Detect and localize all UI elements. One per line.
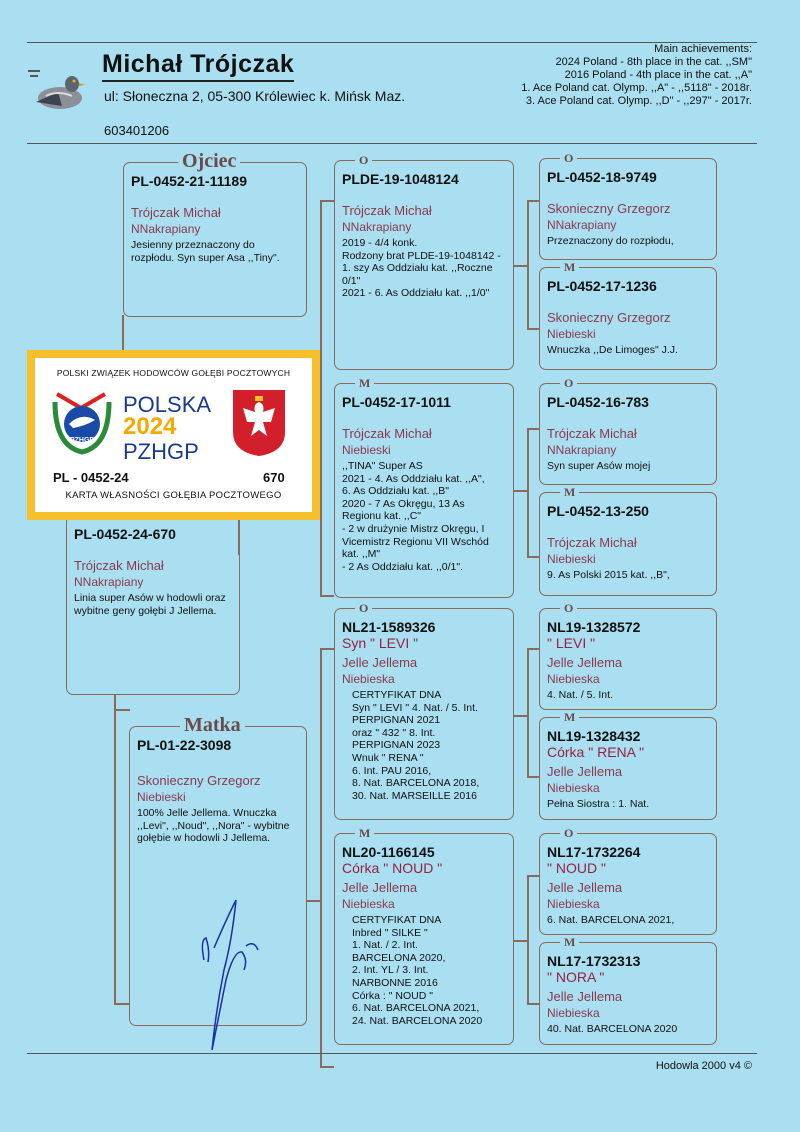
mother-label: Matka — [180, 714, 245, 737]
header-rule — [27, 143, 757, 144]
connector-line — [513, 715, 527, 717]
card-footer: KARTA WŁASNOŚCI GOŁĘBIA POCZTOWEGO — [65, 490, 282, 501]
card-ring-right: 670 — [263, 470, 285, 485]
card-country: POLSKA — [123, 392, 212, 417]
mmm-desc: 40. Nat. BARCELONA 2020 — [547, 1023, 678, 1035]
mff-color: Niebieska — [547, 672, 600, 686]
connector-line — [527, 200, 539, 202]
fmm-desc: 9. As Polski 2015 kat. ,,B", — [547, 569, 670, 581]
mother-color: Niebieski — [137, 790, 186, 804]
connector-line — [114, 709, 130, 711]
achievements — [432, 43, 752, 108]
connector-line — [527, 648, 539, 650]
connector-line — [527, 428, 539, 430]
connector-line — [527, 875, 539, 877]
fmm-ring: PL-0452-13-250 — [547, 503, 649, 519]
mmf-card — [539, 833, 717, 935]
mf-label: O — [355, 601, 372, 616]
mm-ring: NL20-1166145 — [342, 844, 435, 860]
mm-label: M — [355, 826, 374, 841]
connector-line — [527, 1003, 539, 1005]
connector-line — [114, 695, 116, 1005]
achievement-line: 2016 Poland - 4th place in the cat. ,,A" — [564, 69, 752, 81]
subject-breeder: Trójczak Michał — [74, 558, 164, 573]
mmm-card — [539, 942, 717, 1045]
mmm-color: Niebieska — [547, 1006, 600, 1020]
mm-color: Niebieska — [342, 897, 395, 911]
polish-eagle-icon — [231, 388, 287, 458]
signature-icon — [196, 890, 266, 1060]
connector-line — [527, 328, 539, 330]
subject-card — [66, 515, 240, 695]
achievement-line: 3. Ace Poland cat. Olymp. ,,D" - ,,297" - 2017r. — [525, 95, 752, 107]
father-card — [123, 162, 307, 317]
connector-line — [527, 648, 529, 776]
mff-breeder: Jelle Jellema — [547, 655, 623, 670]
ff-card — [334, 160, 514, 370]
fm-card — [334, 383, 514, 598]
father-breeder: Trójczak Michał — [131, 205, 221, 220]
mmf-name: " NOUD " — [547, 860, 606, 876]
mmf-desc: 6. Nat. BARCELONA 2021, — [547, 914, 675, 926]
owner-phone: 603401206 — [104, 123, 170, 138]
father-label: Ojciec — [178, 150, 240, 173]
connector-line — [513, 940, 527, 942]
card-year: 2024 — [123, 413, 177, 440]
subject-color: NNakrapiany — [74, 575, 144, 589]
connector-line — [320, 648, 334, 650]
fff-desc: Przeznaczony do rozpłodu, — [547, 235, 674, 247]
mfm-desc: Pełna Siostra : 1. Nat. — [547, 798, 650, 810]
ffm-card — [539, 267, 717, 370]
mother-desc: 100% Jelle Jellema. Wnuczka ,,Levi", ,,Noud", ,,Nora" - wybitne gołębie w hodowli J Jellema. — [137, 807, 290, 845]
mfm-label: M — [560, 710, 579, 725]
connector-line — [513, 265, 527, 267]
ff-ring: PLDE-19-1048124 — [342, 171, 459, 187]
achievement-line: 2024 Poland - 8th place in the cat. ,,SM" — [555, 56, 752, 68]
connector-line — [114, 1003, 130, 1005]
connector-line — [122, 315, 124, 355]
mf-name: Syn " LEVI " — [342, 635, 419, 651]
owner-name: Michał Trójczak — [102, 50, 294, 82]
fmf-card — [539, 383, 717, 485]
mf-card — [334, 608, 514, 820]
father-color: NNakrapiany — [131, 222, 201, 236]
fmf-ring: PL-0452-16-783 — [547, 394, 649, 410]
mfm-card — [539, 717, 717, 820]
mother-breeder: Skonieczny Grzegorz — [137, 773, 261, 788]
fmf-desc: Syn super Asów mojej — [547, 460, 651, 472]
ff-color: NNakrapiany — [342, 220, 412, 234]
mmm-label: M — [560, 935, 579, 950]
fm-ring: PL-0452-17-1011 — [342, 394, 451, 410]
fmf-color: NNakrapiany — [547, 443, 617, 457]
fmf-label: O — [560, 376, 577, 391]
card-org: POLSKI ZWIĄZEK HODOWCÓW GOŁĘBI POCZTOWYCH — [56, 368, 291, 378]
mf-desc: CERTYFIKAT DNA Syn " LEVI " 4. Nat. / 5. Int. PERPIGNAN 2021 oraz " 432 " 8. Int. PERPIGNAN 2023 Wnuk " RENA " 6. Int. PAU 2016, 8. Nat. BARCELONA 2018, 30. Nat. MARSEILLE 2016 — [352, 689, 480, 802]
mmm-ring: NL17-1732313 — [547, 953, 641, 969]
footer-rule — [27, 1053, 757, 1054]
connector-line — [527, 556, 539, 558]
mm-card — [334, 833, 514, 1045]
mfm-breeder: Jelle Jellema — [547, 764, 623, 779]
connector-line — [306, 900, 320, 902]
mmm-breeder: Jelle Jellema — [547, 989, 623, 1004]
mfm-name: Córka " RENA " — [547, 744, 645, 760]
connector-line — [320, 595, 334, 597]
fff-card — [539, 158, 717, 260]
subject-ring: PL-0452-24-670 — [74, 526, 176, 542]
connector-line — [320, 200, 322, 595]
mfm-ring: NL19-1328432 — [547, 728, 641, 744]
connector-line — [320, 648, 322, 1066]
mmf-color: Niebieska — [547, 897, 600, 911]
ffm-label: M — [560, 260, 579, 275]
mf-ring: NL21-1589326 — [342, 619, 436, 635]
fm-desc: ,,TINA" Super AS 2021 - 4. As Oddziału kat. ,,A", 6. As Oddziału kat. ,,B" 2020 - 7 As Okręgu, 13 As Regionu kat. ,,C" - 2 w drużynie Mistrz Okręgu, I Vicemistrz Regionu VII Wschód kat. ,,M" - 2 As Oddziału kat. ,,0/1". — [342, 460, 489, 573]
father-ring: PL-0452-21-11189 — [131, 173, 247, 189]
fff-ring: PL-0452-18-9749 — [547, 169, 657, 185]
fm-color: Niebieski — [342, 443, 391, 457]
connector-line — [320, 1066, 334, 1068]
fff-label: O — [560, 151, 577, 166]
mmf-label: O — [560, 826, 577, 841]
fff-color: NNakrapiany — [547, 218, 617, 232]
ffm-breeder: Skonieczny Grzegorz — [547, 310, 671, 325]
fmm-label: M — [560, 485, 579, 500]
subject-desc: Linia super Asów w hodowli oraz wybitne geny gołębi J Jellema. — [74, 592, 226, 617]
ffm-ring: PL-0452-17-1236 — [547, 278, 657, 294]
mff-name: " LEVI " — [547, 635, 596, 651]
mother-ring: PL-01-22-3098 — [137, 737, 232, 753]
fmm-card — [539, 492, 717, 596]
fmm-color: Niebieski — [547, 552, 596, 566]
mf-breeder: Jelle Jellema — [342, 655, 418, 670]
fmm-breeder: Trójczak Michał — [547, 535, 637, 550]
mm-desc: CERTYFIKAT DNA Inbred " SILKE " 1. Nat. / 2. Int. BARCELONA 2020, 2. Int. YL / 3. Int. NARBONNE 2016 Córka : " NOUD " 6. Nat. BARCELONA 2021, 24. Nat. BARCELONA 2020 — [352, 914, 483, 1027]
fm-breeder: Trójczak Michał — [342, 426, 432, 441]
pigeon-logo-icon — [28, 62, 90, 120]
ff-label: O — [355, 153, 372, 168]
mff-label: O — [560, 601, 577, 616]
mm-breeder: Jelle Jellema — [342, 880, 418, 895]
fm-label: M — [355, 376, 374, 391]
card-logo-text: PZHGP — [69, 437, 95, 444]
ffm-color: Niebieski — [547, 327, 596, 341]
ff-desc: 2019 - 4/4 konk. Rodzony brat PLDE-19-1048142 - 1. szy As Oddziału kat. ,,Roczne 0/1" 2021 - 6. As Oddziału kat. ,,1/0" — [342, 237, 501, 300]
connector-line — [527, 428, 529, 556]
ffm-desc: Wnuczka ,,De Limoges" J.J. — [547, 344, 678, 356]
connector-line — [527, 200, 529, 328]
card-ring-left: PL - 0452-24 — [53, 470, 129, 485]
mmf-ring: NL17-1732264 — [547, 844, 641, 860]
connector-line — [527, 776, 539, 778]
mmm-name: " NORA " — [547, 969, 605, 985]
mf-color: Niebieska — [342, 672, 395, 686]
mm-name: Córka " NOUD " — [342, 860, 443, 876]
mfm-color: Niebieska — [547, 781, 600, 795]
father-desc: Jesienny przeznaczony do rozpłodu. Syn super Asa ,,Tiny". — [131, 239, 280, 264]
ownership-card — [27, 350, 320, 520]
connector-line — [527, 875, 529, 1003]
software-credit: Hodowla 2000 v4 © — [655, 1060, 752, 1072]
mff-ring: NL19-1328572 — [547, 619, 641, 635]
mmf-breeder: Jelle Jellema — [547, 880, 623, 895]
connector-line — [320, 200, 334, 202]
fmf-breeder: Trójczak Michał — [547, 426, 637, 441]
pzhgp-emblem-icon — [51, 386, 113, 456]
ff-breeder: Trójczak Michał — [342, 203, 432, 218]
achievement-line: 1. Ace Poland cat. Olymp. ,,A" - ,,5118" - 2018r. — [521, 82, 752, 94]
mff-card — [539, 608, 717, 710]
fff-breeder: Skonieczny Grzegorz — [547, 201, 671, 216]
owner-address: ul: Słoneczna 2, 05-300 Królewiec k. Mińsk Maz. — [104, 88, 406, 104]
card-abbr: PZHGP — [123, 439, 199, 464]
connector-line — [513, 490, 527, 492]
mff-desc: 4. Nat. / 5. Int. — [547, 689, 613, 701]
achievements-title: Main achievements: — [654, 43, 752, 55]
